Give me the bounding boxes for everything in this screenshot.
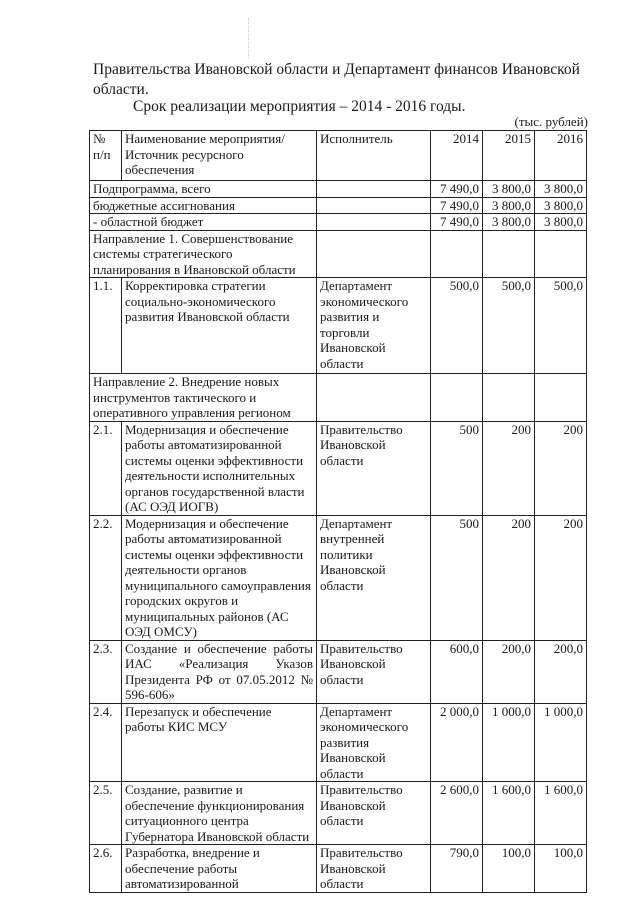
row-num: 2.1. [90,421,122,515]
row-2016: 100,0 [535,845,587,893]
row-num: 2.2. [90,515,122,640]
summary-2014: 7 490,0 [431,214,483,231]
scan-mark [248,18,251,58]
row-2016: 200 [535,421,587,515]
row-name: Модернизация и обеспечение работы автоматизированной системы оценки эффективности деятельности исполнительных органов государственной власти (АС ОЭД ИОГВ) [122,421,317,515]
row-name: Перезапуск и обеспечение работы КИС МСУ [122,703,317,782]
row-2015: 100,0 [483,845,535,893]
header-2014: 2014 [431,131,483,181]
row-2014: 790,0 [431,845,483,893]
summary-2015: 3 800,0 [483,197,535,214]
header-executor: Исполнитель [317,131,431,181]
row-2014: 500 [431,421,483,515]
summary-executor [317,197,431,214]
header-2016: 2016 [535,131,587,181]
row-2014: 500,0 [431,278,483,374]
direction-1-label: Направление 1. Совершенствование системы стратегического планирования в Ивановской области [90,230,317,278]
intro-line-1: Правительства Ивановской области и Департамент финансов Ивановской [93,61,580,78]
summary-2014: 7 490,0 [431,181,483,198]
row-2016: 500,0 [535,278,587,374]
row-name: Разработка, внедрение и обеспечение работы автоматизированной [122,845,317,893]
summary-executor [317,214,431,231]
row-name: Создание, развитие и обеспечение функционирования ситуационного центра Губернатора Ивановской области [122,782,317,845]
table-row [90,640,587,703]
row-2016: 200,0 [535,640,587,703]
intro-line-2: области. [93,81,149,98]
table-row [90,278,587,374]
header-name: Наименование мероприятия/ Источник ресурсного обеспечения [122,131,317,181]
row-2015: 1 000,0 [483,703,535,782]
row-name: Модернизация и обеспечение работы автоматизированной системы оценки эффективности деятельности органов муниципального самоуправления городских округов и муниципальных районов (АС ОЭД ОМСУ) [122,515,317,640]
row-num: 2.3. [90,640,122,703]
row-executor: Правительство Ивановской области [317,845,431,893]
row-executor: Правительство Ивановской области [317,640,431,703]
row-name: Создание и обеспечение работы ИАС «Реализация Указов Президента РФ от 07.05.2012 № 596-606» [122,640,317,703]
row-num: 2.4. [90,703,122,782]
row-executor: Департамент экономического развития Ивановской области [317,703,431,782]
row-executor: Департамент внутренней политики Ивановской области [317,515,431,640]
row-2015: 200 [483,421,535,515]
summary-row [90,181,587,198]
summary-2015: 3 800,0 [483,214,535,231]
row-2015: 200 [483,515,535,640]
row-name: Корректировка стратегии социально-экономического развития Ивановской области [122,278,317,374]
units-note: (тыс. рублей) [514,114,588,129]
summary-row [90,214,587,231]
table-row [90,703,587,782]
summary-executor [317,181,431,198]
row-num: 2.5. [90,782,122,845]
intro-paragraph [93,60,593,100]
row-executor: Правительство Ивановской области [317,782,431,845]
row-2015: 1 600,0 [483,782,535,845]
row-2014: 2 000,0 [431,703,483,782]
table-header-row [90,131,587,181]
row-2014: 500 [431,515,483,640]
row-executor: Правительство Ивановской области [317,421,431,515]
header-2015: 2015 [483,131,535,181]
table-row [90,515,587,640]
row-num: 1.1. [90,278,122,374]
summary-2015: 3 800,0 [483,181,535,198]
summary-2016: 3 800,0 [535,214,587,231]
row-num: 2.6. [90,845,122,893]
row-2015: 500,0 [483,278,535,374]
summary-2016: 3 800,0 [535,181,587,198]
table-row [90,845,587,893]
direction-row [90,230,587,278]
summary-2016: 3 800,0 [535,197,587,214]
summary-row [90,197,587,214]
summary-label: бюджетные ассигнования [90,197,317,214]
direction-row [90,374,587,422]
row-2016: 1 000,0 [535,703,587,782]
funding-table [89,130,587,893]
direction-2-label: Направление 2. Внедрение новых инструментов тактического и оперативного управления регионом [90,374,317,422]
implementation-period: Срок реализации мероприятия – 2014 - 2016 годы. [133,98,466,115]
summary-2014: 7 490,0 [431,197,483,214]
row-2016: 200 [535,515,587,640]
row-2015: 200,0 [483,640,535,703]
table-row [90,421,587,515]
row-2014: 2 600,0 [431,782,483,845]
table-row [90,782,587,845]
row-2014: 600,0 [431,640,483,703]
summary-label: - областной бюджет [90,214,317,231]
summary-label: Подпрограмма, всего [90,181,317,198]
row-executor: Департамент экономического развития и торговли Ивановской области [317,278,431,374]
row-2016: 1 600,0 [535,782,587,845]
header-num: № п/п [90,131,122,181]
